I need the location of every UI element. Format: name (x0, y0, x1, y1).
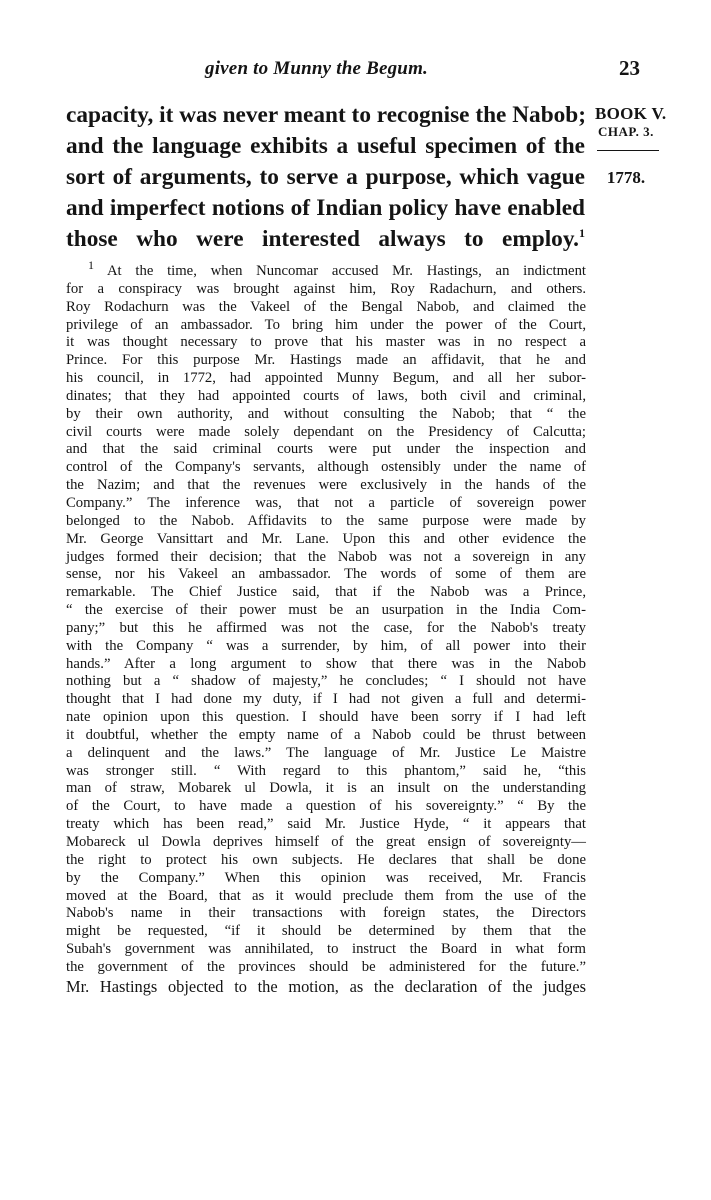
footnote-line: Mobareck ul Dowla deprives himself of the great ensign of sovereignty— (66, 834, 586, 850)
margin-rule (597, 150, 659, 151)
footnote-line: privilege of an ambassador. To bring him under the power of the Court, (66, 316, 586, 333)
footnote-line: pany;” but this he affirmed was not the case, for the Nabob's treaty (66, 619, 586, 636)
footnote-line: sense, nor his Vakeel an ambassador. The words of some of them are (66, 566, 586, 583)
footnote-line: remarkable. The Chief Justice said, that if the Nabob was a Prince, (66, 584, 586, 601)
footnote-line: it doubtful, whether the empty name of a Nabob could be thrust between (66, 726, 586, 743)
footnote-line-first (66, 258, 586, 281)
running-head (0, 52, 711, 88)
footnote-line: and that the said criminal courts were put under the inspection and (66, 441, 586, 458)
margin-year: 1778. (606, 168, 646, 187)
footnote-line: might be requested, “if it should be determined by them that the (66, 923, 586, 940)
footnote-line: treaty which has been read,” said Mr. Justice Hyde, “ it appears that (66, 816, 586, 833)
footnote-line: nate opinion upon this question. I should have been sorry if I had left (66, 709, 586, 726)
main-text-line: capacity, it was never meant to recognise the Nabob; (66, 102, 587, 128)
footnote-line: Prince. For this purpose Mr. Hastings made an affidavit, that he and (66, 352, 586, 369)
footnote-line: the government of the provinces should be administered for the future.” (66, 958, 586, 975)
footnote-line: Mr. George Vansittart and Mr. Lane. Upon this and other evidence the (66, 530, 586, 547)
footnote-marker: 1 (88, 258, 94, 273)
footnote-line: by the Company.” When this opinion was received, Mr. Francis (66, 869, 586, 886)
footnote-line: his council, in 1772, had appointed Munny Begum, and all her subor- (66, 370, 586, 387)
footnote-line: a delinquent and the laws.” The language of Mr. Justice Le Maistre (66, 744, 586, 761)
running-title: given to Munny the Begum. (205, 58, 428, 79)
footnote-line: it was thought necessary to prove that his master was in no respect a (66, 334, 586, 351)
footnote-line: Mr. Hastings objected to the motion, as the declaration of the judges (66, 976, 586, 996)
footnote-line: man of straw, Mobarek ul Dowla, it is an insult on the understanding (66, 780, 586, 797)
margin-chapter: CHAP. 3. (598, 124, 654, 139)
footnote-line: “ the exercise of their power must be an usurpation in the India Com- (66, 602, 586, 619)
main-text (66, 100, 585, 255)
main-text-line: and the language exhibits a useful specimen of the (66, 133, 585, 159)
footnote-line: Nabob's name in their transactions with foreign states, the Directors (66, 905, 586, 922)
footnote-line: belonged to the Nabob. Affidavits to the same purpose were made by (66, 512, 586, 529)
footnote-line: hands.” After a long argument to show that there was in the Nabob (66, 655, 586, 672)
footnote-line: moved at the Board, that as it would preclude them from the use of the (66, 887, 586, 904)
footnote-line: judges formed their decision; that the Nabob was not a sovereign in any (66, 548, 586, 565)
footnote-line: was stronger still. “ With regard to this phantom,” said he, “this (66, 762, 586, 779)
page-number: 23 (619, 56, 640, 80)
footnote-line: the right to protect his own subjects. He declares that shall be done (66, 851, 586, 868)
footnote-line: control of the Company's servants, although ostensibly under the name of (66, 459, 586, 476)
footnote-line: the Nazim; and that the revenues were exclusively in the hands of the (66, 477, 586, 494)
footnote-line: Subah's government was annihilated, to instruct the Board in what form (66, 941, 586, 958)
main-text-line: those who were interested always to employ. (66, 226, 579, 252)
footnote-line: At the time, when Nuncomar accused Mr. Hastings, an indictment (106, 263, 586, 279)
footnote-line: Roy Rodachurn was the Vakeel of the Bengal Nabob, and claimed the (66, 298, 586, 315)
footnote-line: nothing but a “ shadow of majesty,” he concludes; “ I should not have (66, 673, 586, 690)
footnote-line: Company.” The inference was, that not a particle of sovereign power (66, 494, 586, 511)
footnote-reference: 1 (579, 226, 585, 241)
footnote-line: for a conspiracy was brought against him, Roy Radachurn, and others. (66, 280, 586, 297)
footnote-line: by their own authority, and without consulting the Nabob; that “ the (66, 405, 586, 422)
margin-book: BOOK V. (595, 104, 667, 123)
main-text-line: sort of arguments, to serve a purpose, which vague (66, 164, 585, 190)
footnote-line: of the Court, to have made a question of his sovereignty.” “ By the (66, 798, 586, 815)
footnote (66, 258, 586, 997)
footnote-line: civil courts were made solely dependant on the Presidency of Calcutta; (66, 423, 586, 440)
footnote-line: dinates; that they had appointed courts of laws, both civil and criminal, (66, 387, 586, 404)
main-text-line: and imperfect notions of Indian policy have enabled (66, 195, 585, 221)
margin-note (595, 104, 667, 188)
footnote-line: thought that I had done my duty, if I had not given a full and determi- (66, 691, 586, 708)
footnote-line: with the Company “ was a surrender, by him, of all power into their (66, 637, 586, 654)
main-text-line-last (66, 224, 585, 255)
